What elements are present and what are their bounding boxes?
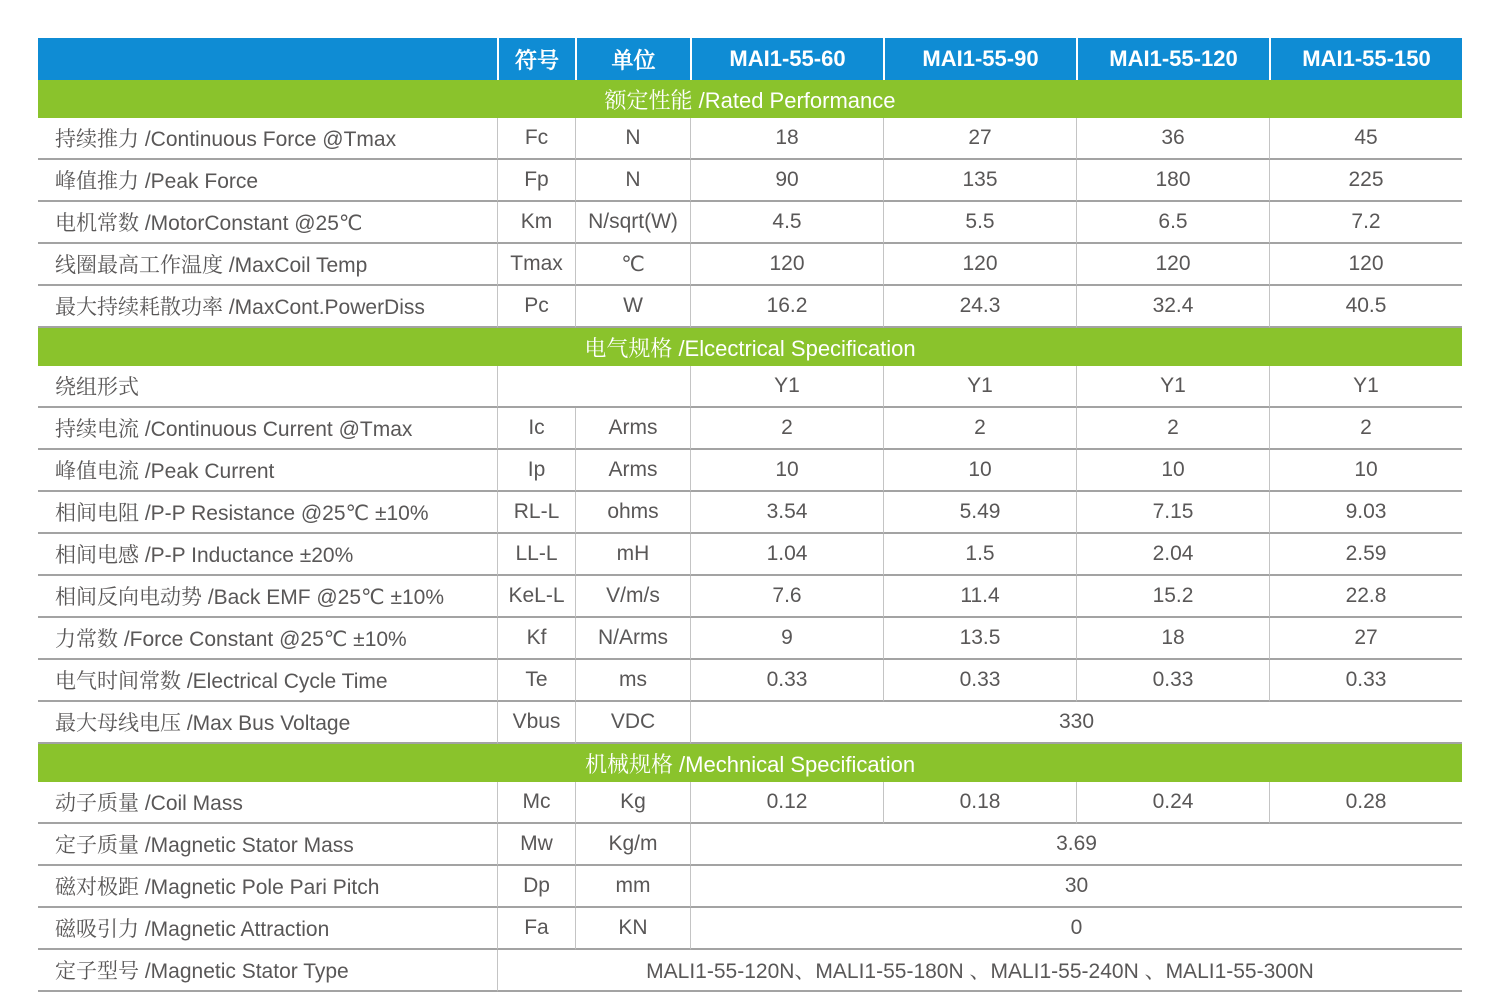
row-symbol: LL-L	[497, 534, 575, 576]
row-symbol: Kf	[497, 618, 575, 660]
cell-value: 27	[1269, 618, 1462, 660]
row-symbol: Pc	[497, 286, 575, 328]
table-row	[38, 618, 1462, 660]
table-row	[38, 286, 1462, 328]
header-symbol: 符号	[497, 38, 575, 80]
cell-value-merged: 0	[690, 908, 1462, 950]
cell-value: 3.54	[690, 492, 883, 534]
cell-value: 4.5	[690, 202, 883, 244]
cell-value: 120	[1269, 244, 1462, 286]
row-label: 磁吸引力 /Magnetic Attraction	[38, 908, 497, 950]
cell-value: 15.2	[1076, 576, 1269, 618]
cell-value: 16.2	[690, 286, 883, 328]
cell-value: 225	[1269, 160, 1462, 202]
table-row	[38, 534, 1462, 576]
cell-value: 2.59	[1269, 534, 1462, 576]
cell-value-merged: MALI1-55-120N、MALI1-55-180N 、MALI1-55-240N 、MALI1-55-300N	[497, 950, 1462, 992]
row-unit: ℃	[575, 244, 690, 286]
cell-value: 32.4	[1076, 286, 1269, 328]
table-row	[38, 908, 1462, 950]
row-unit: Kg	[575, 782, 690, 824]
row-unit: Arms	[575, 450, 690, 492]
header-unit: 单位	[575, 38, 690, 80]
cell-value: 7.6	[690, 576, 883, 618]
cell-value: 5.49	[883, 492, 1076, 534]
table-row	[38, 366, 1462, 408]
table-row	[38, 160, 1462, 202]
row-label: 磁对极距 /Magnetic Pole Pari Pitch	[38, 866, 497, 908]
row-unit: Arms	[575, 408, 690, 450]
cell-value: 18	[1076, 618, 1269, 660]
cell-value: Y1	[1076, 366, 1269, 408]
row-symbol: Vbus	[497, 702, 575, 744]
cell-value: 2	[1269, 408, 1462, 450]
row-unit: V/m/s	[575, 576, 690, 618]
cell-value: 24.3	[883, 286, 1076, 328]
cell-value-merged: 330	[690, 702, 1462, 744]
row-unit: VDC	[575, 702, 690, 744]
cell-value: 0.33	[883, 660, 1076, 702]
cell-value: Y1	[690, 366, 883, 408]
row-label: 定子型号 /Magnetic Stator Type	[38, 950, 497, 992]
cell-value: 40.5	[1269, 286, 1462, 328]
cell-value: 0.28	[1269, 782, 1462, 824]
cell-value: 0.24	[1076, 782, 1269, 824]
row-unit: W	[575, 286, 690, 328]
row-unit: N/sqrt(W)	[575, 202, 690, 244]
table-row	[38, 576, 1462, 618]
row-unit: N	[575, 160, 690, 202]
header-model: MAI1-55-90	[883, 38, 1076, 80]
cell-value: 0.33	[690, 660, 883, 702]
row-label: 持续推力 /Continuous Force @Tmax	[38, 118, 497, 160]
cell-value: 120	[883, 244, 1076, 286]
row-label: 相间电阻 /P-P Resistance @25℃ ±10%	[38, 492, 497, 534]
cell-value-merged: 30	[690, 866, 1462, 908]
table-row	[38, 244, 1462, 286]
cell-value: 2	[883, 408, 1076, 450]
table-row	[38, 408, 1462, 450]
row-label: 相间反向电动势 /Back EMF @25℃ ±10%	[38, 576, 497, 618]
row-symbol: KeL-L	[497, 576, 575, 618]
model-header-row	[38, 38, 1462, 80]
cell-value-merged: 3.69	[690, 824, 1462, 866]
row-label: 电气时间常数 /Electrical Cycle Time	[38, 660, 497, 702]
section-header-row	[38, 80, 1462, 118]
table-row	[38, 824, 1462, 866]
table-row	[38, 492, 1462, 534]
table-row	[38, 660, 1462, 702]
row-symbol: Te	[497, 660, 575, 702]
row-symbol: Fa	[497, 908, 575, 950]
cell-value: 13.5	[883, 618, 1076, 660]
row-symbol-unit-empty	[497, 366, 690, 408]
cell-value: 9	[690, 618, 883, 660]
row-symbol: Mw	[497, 824, 575, 866]
cell-value: 7.2	[1269, 202, 1462, 244]
cell-value: 1.5	[883, 534, 1076, 576]
table-row	[38, 450, 1462, 492]
row-symbol: Km	[497, 202, 575, 244]
cell-value: 0.12	[690, 782, 883, 824]
row-label: 力常数 /Force Constant @25℃ ±10%	[38, 618, 497, 660]
table-row	[38, 950, 1462, 992]
table-row	[38, 202, 1462, 244]
cell-value: 0.33	[1269, 660, 1462, 702]
row-label: 绕组形式	[38, 366, 497, 408]
cell-value: 10	[690, 450, 883, 492]
row-label: 定子质量 /Magnetic Stator Mass	[38, 824, 497, 866]
cell-value: 9.03	[1269, 492, 1462, 534]
cell-value: 11.4	[883, 576, 1076, 618]
section-title: 额定性能 /Rated Performance	[38, 80, 1462, 118]
cell-value: 22.8	[1269, 576, 1462, 618]
spec-table	[38, 38, 1462, 992]
row-unit: mm	[575, 866, 690, 908]
row-symbol: Mc	[497, 782, 575, 824]
cell-value: 36	[1076, 118, 1269, 160]
section-title: 电气规格 /Elcectrical Specification	[38, 328, 1462, 366]
cell-value: 2	[690, 408, 883, 450]
section-title: 机械规格 /Mechnical Specification	[38, 744, 1462, 782]
cell-value: 18	[690, 118, 883, 160]
cell-value: 120	[690, 244, 883, 286]
row-label: 持续电流 /Continuous Current @Tmax	[38, 408, 497, 450]
row-symbol: Dp	[497, 866, 575, 908]
cell-value: 1.04	[690, 534, 883, 576]
cell-value: 45	[1269, 118, 1462, 160]
header-model: MAI1-55-150	[1269, 38, 1462, 80]
cell-value: 180	[1076, 160, 1269, 202]
row-symbol: Fp	[497, 160, 575, 202]
cell-value: 0.33	[1076, 660, 1269, 702]
row-label: 线圈最高工作温度 /MaxCoil Temp	[38, 244, 497, 286]
table-row	[38, 866, 1462, 908]
row-symbol: Ic	[497, 408, 575, 450]
row-label: 峰值电流 /Peak Current	[38, 450, 497, 492]
row-label: 峰值推力 /Peak Force	[38, 160, 497, 202]
section-header-row	[38, 328, 1462, 366]
table-row	[38, 782, 1462, 824]
row-symbol: Fc	[497, 118, 575, 160]
row-unit: Kg/m	[575, 824, 690, 866]
header-model: MAI1-55-60	[690, 38, 883, 80]
header-blank-cell	[38, 38, 497, 80]
cell-value: 10	[1269, 450, 1462, 492]
cell-value: 135	[883, 160, 1076, 202]
cell-value: Y1	[883, 366, 1076, 408]
row-symbol: RL-L	[497, 492, 575, 534]
header-model: MAI1-55-120	[1076, 38, 1269, 80]
cell-value: Y1	[1269, 366, 1462, 408]
cell-value: 2.04	[1076, 534, 1269, 576]
cell-value: 6.5	[1076, 202, 1269, 244]
row-unit: ohms	[575, 492, 690, 534]
cell-value: 2	[1076, 408, 1269, 450]
row-unit: ms	[575, 660, 690, 702]
row-label: 电机常数 /MotorConstant @25℃	[38, 202, 497, 244]
cell-value: 120	[1076, 244, 1269, 286]
row-label: 动子质量 /Coil Mass	[38, 782, 497, 824]
cell-value: 10	[1076, 450, 1269, 492]
cell-value: 90	[690, 160, 883, 202]
table-row	[38, 702, 1462, 744]
row-symbol: Tmax	[497, 244, 575, 286]
row-unit: N/Arms	[575, 618, 690, 660]
cell-value: 10	[883, 450, 1076, 492]
table-row	[38, 118, 1462, 160]
row-label: 最大母线电压 /Max Bus Voltage	[38, 702, 497, 744]
section-header-row	[38, 744, 1462, 782]
row-unit: KN	[575, 908, 690, 950]
row-label: 相间电感 /P-P Inductance ±20%	[38, 534, 497, 576]
cell-value: 27	[883, 118, 1076, 160]
row-unit: N	[575, 118, 690, 160]
row-unit: mH	[575, 534, 690, 576]
cell-value: 5.5	[883, 202, 1076, 244]
row-label: 最大持续耗散功率 /MaxCont.PowerDiss	[38, 286, 497, 328]
cell-value: 7.15	[1076, 492, 1269, 534]
row-symbol: Ip	[497, 450, 575, 492]
cell-value: 0.18	[883, 782, 1076, 824]
